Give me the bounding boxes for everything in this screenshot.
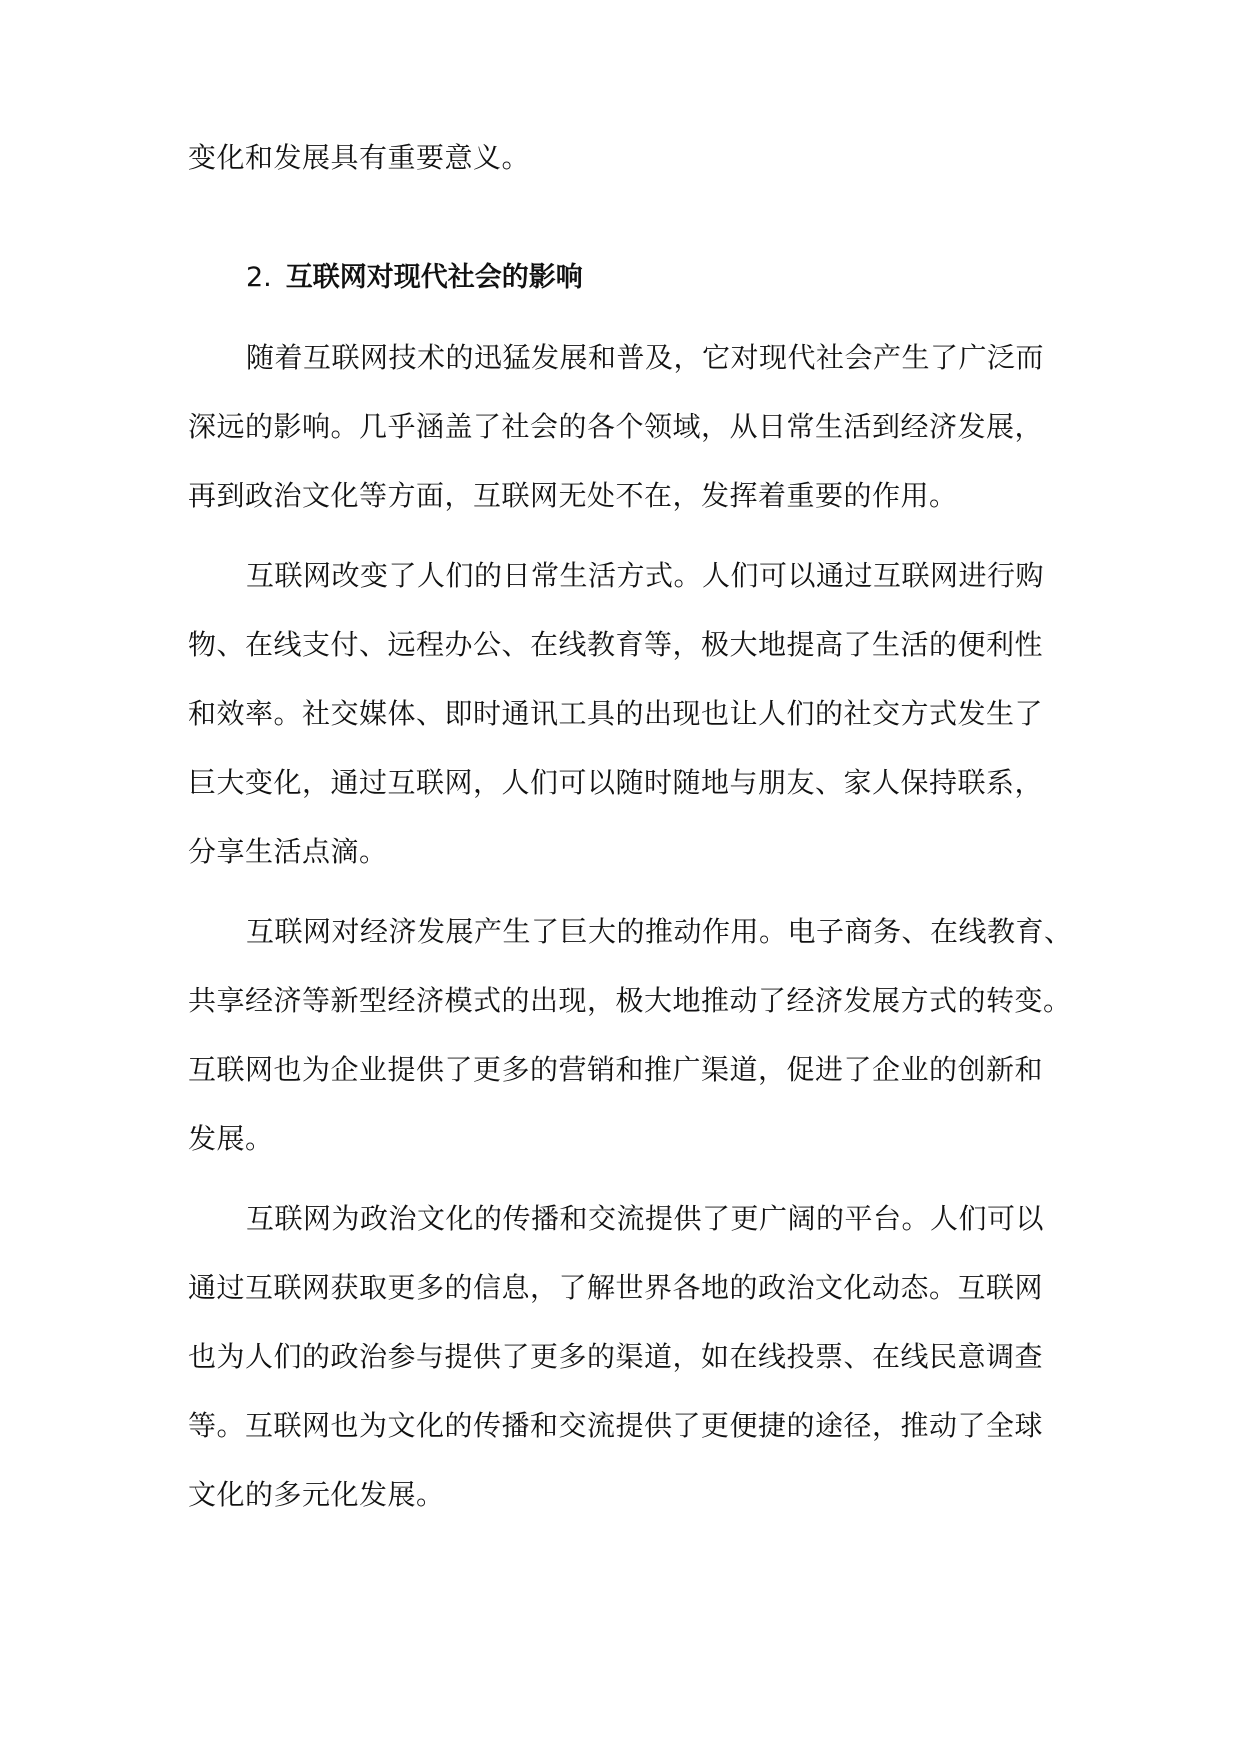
paragraph-4-line-2: 通过互联网获取更多的信息，了解世界各地的政治文化动态。互联网 — [188, 1271, 1044, 1304]
paragraph-3-line-4: 发展。 — [188, 1122, 274, 1155]
section-heading — [246, 258, 583, 298]
paragraph-2-line-4: 巨大变化，通过互联网，人们可以随时随地与朋友、家人保持联系， — [188, 766, 1044, 799]
paragraph-2-line-2: 物、在线支付、远程办公、在线教育等，极大地提高了生活的便利性 — [188, 628, 1044, 661]
paragraph-3-line-3: 互联网也为企业提供了更多的营销和推广渠道，促进了企业的创新和 — [188, 1053, 1044, 1086]
paragraph-4-line-3: 也为人们的政治参与提供了更多的渠道，如在线投票、在线民意调查 — [188, 1340, 1044, 1373]
paragraph-2-line-3: 和效率。社交媒体、即时通讯工具的出现也让人们的社交方式发生了 — [188, 697, 1044, 730]
paragraph-3-line-2: 共享经济等新型经济模式的出现，极大地推动了经济发展方式的转变。 — [188, 984, 1072, 1017]
intro-line: 变化和发展具有重要意义。 — [188, 141, 531, 174]
paragraph-3-line-1: 互联网对经济发展产生了巨大的推动作用。电子商务、在线教育、 — [246, 915, 1073, 948]
paragraph-4-line-5: 文化的多元化发展。 — [188, 1478, 445, 1511]
paragraph-1-line-3: 再到政治文化等方面，互联网无处不在，发挥着重要的作用。 — [188, 479, 958, 512]
section-number: 2. — [246, 262, 272, 293]
paragraph-1-line-1: 随着互联网技术的迅猛发展和普及，它对现代社会产生了广泛而 — [246, 341, 1045, 374]
paragraph-2-line-1: 互联网改变了人们的日常生活方式。人们可以通过互联网进行购 — [246, 559, 1045, 592]
paragraph-1-line-2: 深远的影响。几乎涵盖了社会的各个领域，从日常生活到经济发展， — [188, 410, 1044, 443]
section-title: 互联网对现代社会的影响 — [285, 262, 583, 293]
paragraph-2-line-5: 分享生活点滴。 — [188, 835, 388, 868]
paragraph-4-line-4: 等。互联网也为文化的传播和交流提供了更便捷的途径，推动了全球 — [188, 1409, 1044, 1442]
paragraph-4-line-1: 互联网为政治文化的传播和交流提供了更广阔的平台。人们可以 — [246, 1202, 1045, 1235]
